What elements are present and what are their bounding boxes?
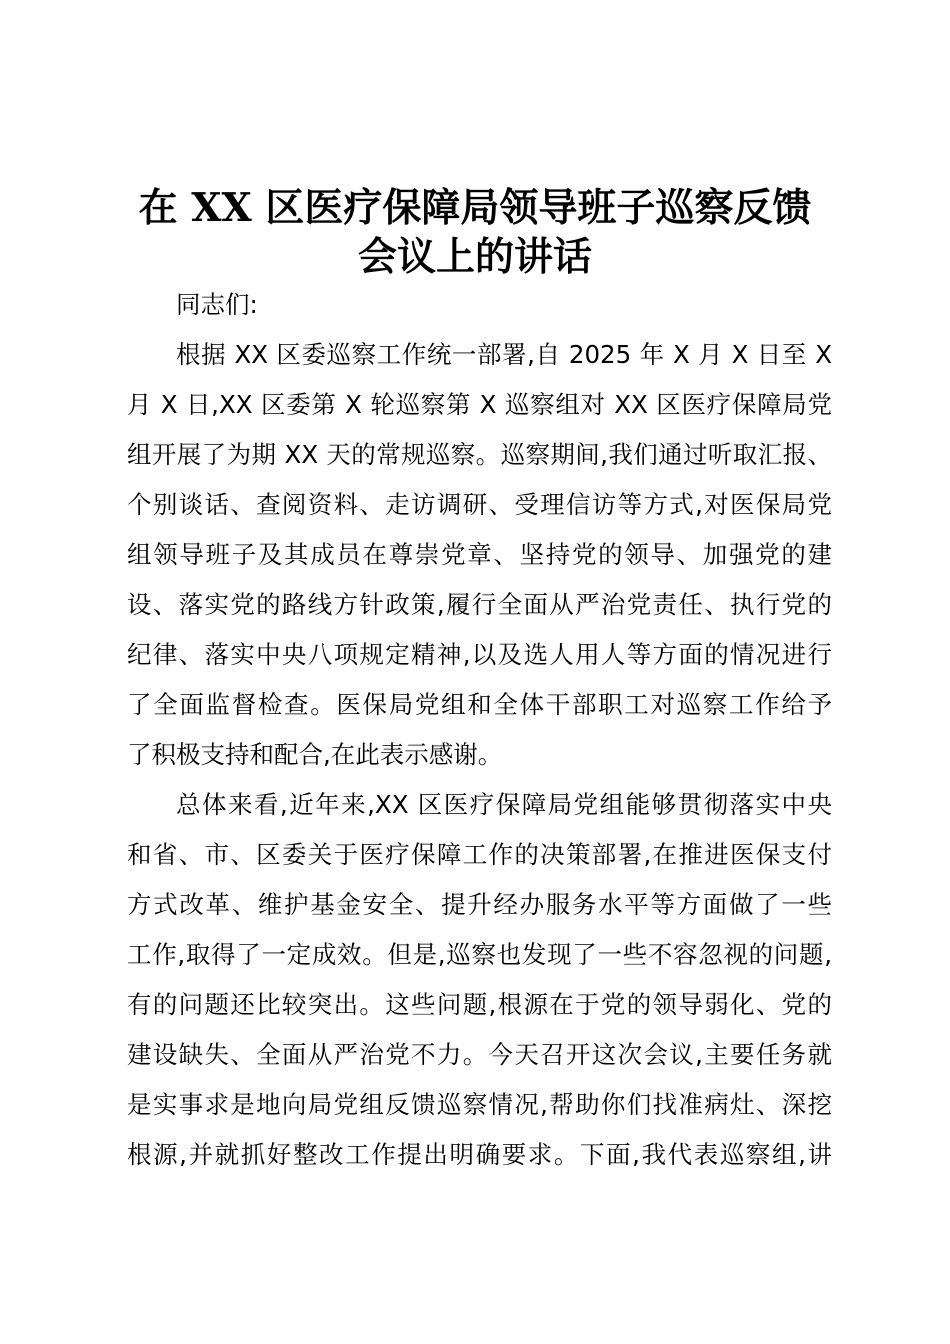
salutation: 同志们:: [176, 290, 258, 319]
paragraph-1-line-8: 了全面监督检查。医保局党组和全体干部职工对巡察工作给予: [127, 690, 832, 719]
paragraph-1-line-5: 组领导班子及其成员在尊崇党章、坚持党的领导、加强党的建: [127, 540, 832, 569]
paragraph-2-line-8: 根源,并就抓好整改工作提出明确要求。下面,我代表巡察组,讲: [127, 1140, 832, 1169]
paragraph-1-line-2: 月 X 日,XX 区委第 X 轮巡察第 X 巡察组对 XX 区医疗保障局党: [127, 390, 832, 419]
document-title-line-2: 会议上的讲话: [357, 234, 592, 280]
paragraph-1-line-3: 组开展了为期 XX 天的常规巡察。巡察期间,我们通过听取汇报、: [127, 440, 832, 469]
paragraph-1-line-6: 设、落实党的路线方针政策,履行全面从严治党责任、执行党的: [127, 590, 832, 619]
paragraph-2-line-3: 方式改革、维护基金安全、提升经办服务水平等方面做了一些: [127, 890, 832, 919]
paragraph-1-line-7: 纪律、落实中央八项规定精神,以及选人用人等方面的情况进行: [127, 640, 832, 669]
paragraph-2-line-6: 建设缺失、全面从严治党不力。今天召开这次会议,主要任务就: [127, 1040, 832, 1069]
paragraph-2-line-1: 总体来看,近年来,XX 区医疗保障局党组能够贯彻落实中央: [176, 790, 832, 819]
document-title-line-1: 在 XX 区医疗保障局领导班子巡察反馈: [138, 185, 812, 231]
paragraph-2-line-7: 是实事求是地向局党组反馈巡察情况,帮助你们找准病灶、深挖: [127, 1090, 832, 1119]
paragraph-2-line-4: 工作,取得了一定成效。但是,巡察也发现了一些不容忽视的问题,: [127, 940, 832, 969]
paragraph-1-line-9: 了积极支持和配合,在此表示感谢。: [127, 740, 503, 769]
paragraph-1-line-4: 个别谈话、查阅资料、走访调研、受理信访等方式,对医保局党: [127, 490, 832, 519]
paragraph-1-line-1: 根据 XX 区委巡察工作统一部署,自 2025 年 X 月 X 日至 X: [176, 340, 832, 369]
paragraph-2-line-2: 和省、市、区委关于医疗保障工作的决策部署,在推进医保支付: [127, 840, 832, 869]
paragraph-2-line-5: 有的问题还比较突出。这些问题,根源在于党的领导弱化、党的: [127, 990, 832, 1019]
